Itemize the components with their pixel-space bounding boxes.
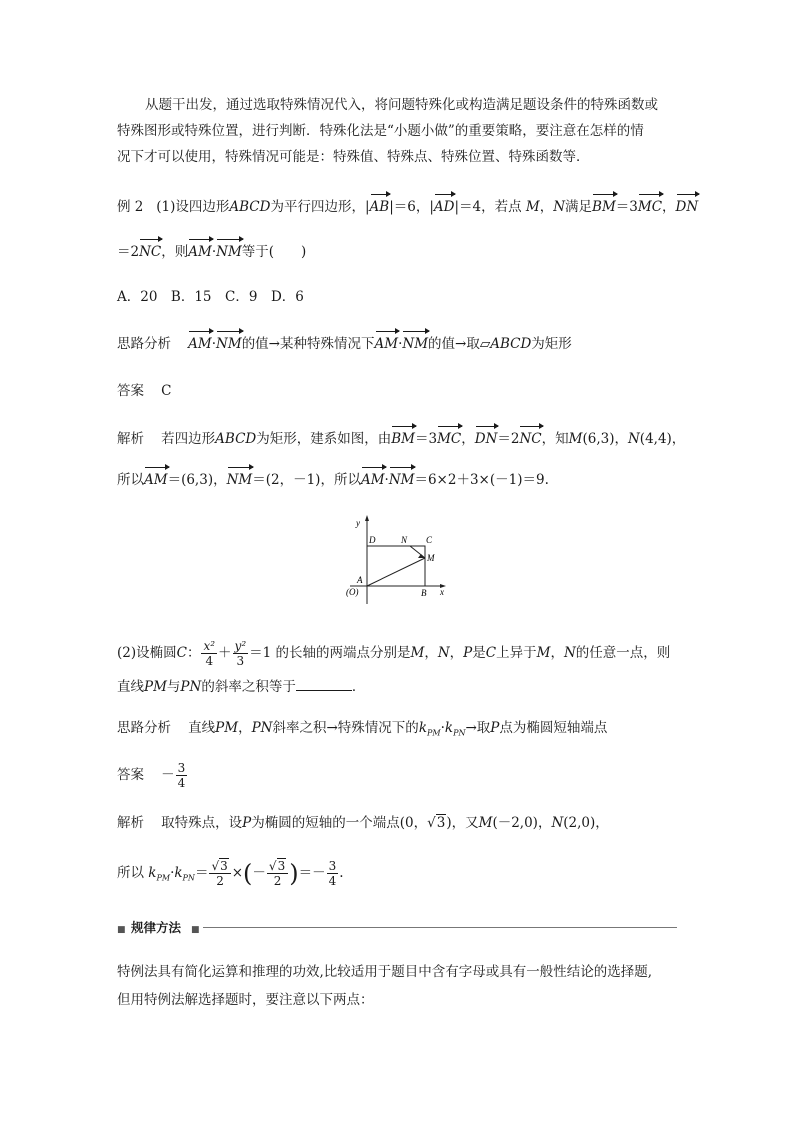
text: 为平行四边形，| <box>270 199 370 215</box>
text: 为矩形，建系如图，由 <box>256 431 392 447</box>
text: ＝1 的长轴的两端点分别是 <box>249 645 411 661</box>
text: M <box>536 645 551 661</box>
rules-line-2: 但用特例法解选择题时，要注意以下两点： <box>117 992 374 1008</box>
k-pn: $k_{PN}$ <box>444 720 466 738</box>
text: M <box>525 199 540 215</box>
text: P <box>242 815 252 831</box>
k-pm: $k_{PM}$ <box>418 720 441 738</box>
text: ＝2 <box>117 244 140 260</box>
intro-line-2: 特殊图形或特殊位置，进行判断．特殊化法是“小题小做”的重要策略，要注意在怎样的情 <box>117 123 644 139</box>
label-x: x <box>440 587 444 597</box>
label-n: N <box>401 535 408 545</box>
solution-line-1 <box>117 429 685 449</box>
vector-am: AM <box>360 472 385 488</box>
text: · <box>440 720 445 736</box>
text: 直线 <box>117 679 144 695</box>
text: 斜率之积→特殊情况下的 <box>272 720 419 736</box>
text: 满足 <box>565 199 593 215</box>
text: 是 <box>472 645 486 661</box>
text: C <box>176 645 187 661</box>
text: 上异于 <box>496 645 537 661</box>
text: ： <box>186 645 201 661</box>
text: PN <box>251 720 273 736</box>
text: ABCD <box>215 431 257 447</box>
label-m: M <box>427 553 435 563</box>
solution-line-2 <box>117 470 549 490</box>
vector-dn: DN <box>474 431 498 447</box>
text: 的值→取 <box>428 336 480 352</box>
text: ， <box>539 199 554 215</box>
intro-line-3: 况下才可以使用，特殊情况可能是：特殊值、特殊点、特殊位置、特殊函数等． <box>117 149 590 165</box>
vector-nc: NC <box>139 244 162 260</box>
text: ABCD <box>490 336 532 352</box>
text: 等于( ) <box>241 244 307 260</box>
text: · <box>211 336 217 352</box>
text: (4,4)， <box>639 431 686 447</box>
vector-nm: NM <box>216 336 242 352</box>
text: P <box>463 645 473 661</box>
text: ＝3 <box>415 431 438 447</box>
text: ＝ <box>194 865 209 881</box>
right-paren: ) <box>289 859 299 888</box>
label-c: C <box>426 535 433 545</box>
answer2-line <box>117 760 188 790</box>
vector-am: AM <box>144 472 168 488</box>
vector-am: AM <box>374 336 399 352</box>
section-title: 规律方法 <box>131 920 182 935</box>
fraction-sqrt3-2: $\frac{√3}{2}$ <box>267 859 288 888</box>
text: ＝(6,3)， <box>167 472 227 488</box>
analysis-label: 思路分析 <box>117 336 171 352</box>
example2-line-1 <box>117 197 698 217</box>
answer-label: 答案 <box>117 767 144 783</box>
text: 直线 <box>188 720 216 736</box>
text: － <box>252 865 266 881</box>
example2-line-2 <box>117 242 306 262</box>
text: (2)设椭圆 <box>117 645 177 661</box>
text: M <box>568 431 583 447</box>
vector-am: AM <box>188 336 212 352</box>
vector-dn: DN <box>675 199 699 215</box>
solution2-line-1 <box>117 813 609 833</box>
text: ＝(2，－1)，所以 <box>252 472 361 488</box>
text: 所以 <box>117 472 144 488</box>
text: ＝3 <box>615 199 638 215</box>
label-b: B <box>421 588 427 598</box>
segment-am <box>367 558 425 586</box>
vector-bm: BM <box>391 431 415 447</box>
text: 所以 <box>117 865 144 881</box>
vector-mc: MC <box>437 431 462 447</box>
parallelogram-symbol: ▱ <box>479 336 491 352</box>
text: · <box>170 865 175 881</box>
text: 的任意一点，则 <box>575 645 671 661</box>
k-pm: $k_{PM}$ <box>148 865 171 883</box>
label-o: (O) <box>346 587 359 597</box>
fraction-3-4: $\frac{3}{4}$ <box>328 859 337 888</box>
text: N <box>563 645 576 661</box>
text: (2,0)， <box>563 815 609 831</box>
text: C <box>485 645 497 661</box>
text: ， <box>662 199 676 215</box>
fraction-y2-3: $\frac{\text{y²}}{3}$ <box>234 639 247 668</box>
vector-nc: NC <box>519 431 542 447</box>
solution-label: 解析 <box>117 431 144 447</box>
choices: A．20 B．15 C．9 D．6 <box>117 289 304 305</box>
text: N <box>437 645 450 661</box>
text: )，又 <box>446 815 479 831</box>
text: 的斜率之积等于 <box>201 679 296 695</box>
text: ， <box>238 720 252 736</box>
text: P <box>490 720 500 736</box>
text: (－2,0)， <box>492 815 552 831</box>
text: ，知 <box>541 431 569 447</box>
text: N <box>627 431 640 447</box>
rectangle-abcd <box>367 546 425 586</box>
solution2-line-2 <box>117 855 344 897</box>
label-a: A <box>357 575 363 585</box>
fraction-x2-4: $\frac{\text{x²}}{4}$ <box>203 639 216 668</box>
bullet-icon: ■ <box>191 925 200 935</box>
bullet-icon: ■ <box>117 925 126 935</box>
text: N <box>553 199 566 215</box>
text: 的值→某种特殊情况下 <box>241 336 375 352</box>
text: 为椭圆的短轴的一个端点(0， <box>251 815 428 831</box>
text: 点为椭圆短轴端点 <box>499 720 608 736</box>
divider-rule <box>203 927 677 928</box>
answer-blank[interactable] <box>296 676 352 691</box>
y-axis-arrow <box>365 515 369 521</box>
text: ＝2 <box>497 431 520 447</box>
vector-nm: NM <box>388 472 415 488</box>
analysis2-line <box>117 718 607 744</box>
fraction-sqrt3-2: $\frac{√3}{2}$ <box>209 859 230 888</box>
text: . <box>339 865 344 881</box>
vector-ad: AD <box>433 199 455 215</box>
vector-nm: NM <box>216 244 242 260</box>
rectangle-coordinate-figure <box>340 512 455 607</box>
intro-line-1: 从题干出发，通过选取特殊情况代入，将问题特殊化或构造满足题设条件的特殊函数或 <box>145 97 658 113</box>
vector-ab: AB <box>369 199 390 215</box>
vector-am: AM <box>188 244 212 260</box>
label-y: y <box>356 518 360 528</box>
text: ＝－ <box>298 865 326 881</box>
text: (6,3)， <box>582 431 628 447</box>
text: ， <box>449 645 464 661</box>
answer-fraction: $\frac{3}{4}$ <box>177 761 186 790</box>
text: M <box>478 815 493 831</box>
part2-line-1 <box>117 638 670 668</box>
text: 取特殊点，设 <box>161 815 243 831</box>
text: PM <box>215 720 239 736</box>
text: ＝6×2＋3×(－1)＝9. <box>414 472 549 488</box>
answer-sign: － <box>161 767 175 783</box>
vector-bm: BM <box>592 199 616 215</box>
text: ， <box>424 645 438 661</box>
solution-label: 解析 <box>117 815 144 831</box>
analysis-label: 思路分析 <box>117 720 171 736</box>
text: (1)设四边形 <box>156 199 230 215</box>
text: ＋ <box>218 645 232 661</box>
text: ， <box>550 645 564 661</box>
text: × <box>231 865 244 881</box>
text: ． <box>351 679 366 695</box>
vector-mc: MC <box>637 199 663 215</box>
text: ， <box>461 431 475 447</box>
label-d: D <box>369 535 376 545</box>
section-divider <box>117 918 677 938</box>
text: 为矩形 <box>531 336 572 352</box>
sqrt-3: √3 <box>427 815 446 831</box>
text: M <box>410 645 425 661</box>
text: · <box>398 336 403 352</box>
vector-nm: NM <box>402 336 429 352</box>
answer-value: C <box>161 383 172 399</box>
arrow-m <box>418 554 425 558</box>
text: 若四边形 <box>161 431 216 447</box>
analysis-line <box>117 334 572 354</box>
text: PN <box>180 679 202 695</box>
answer-line <box>117 381 172 401</box>
vector-nm: NM <box>226 472 253 488</box>
text: 与 <box>166 679 181 695</box>
text: ，则 <box>161 244 189 260</box>
example-label: 例 2 <box>117 199 144 215</box>
text: ABCD <box>229 199 271 215</box>
text: →取 <box>465 720 491 736</box>
rules-line-1: 特例法具有简化运算和推理的功效,比较适用于题目中含有字母或具有一般性结论的选择题, <box>117 964 653 980</box>
text: |＝4，若点 <box>454 199 522 215</box>
text: · <box>211 244 217 260</box>
left-paren: ( <box>243 859 253 888</box>
text: |＝6，| <box>389 199 434 215</box>
part2-line-2 <box>117 676 365 697</box>
text: N <box>551 815 564 831</box>
answer-label: 答案 <box>117 383 144 399</box>
text: PM <box>144 679 167 695</box>
k-pn: $k_{PN}$ <box>174 865 195 883</box>
text: · <box>384 472 389 488</box>
